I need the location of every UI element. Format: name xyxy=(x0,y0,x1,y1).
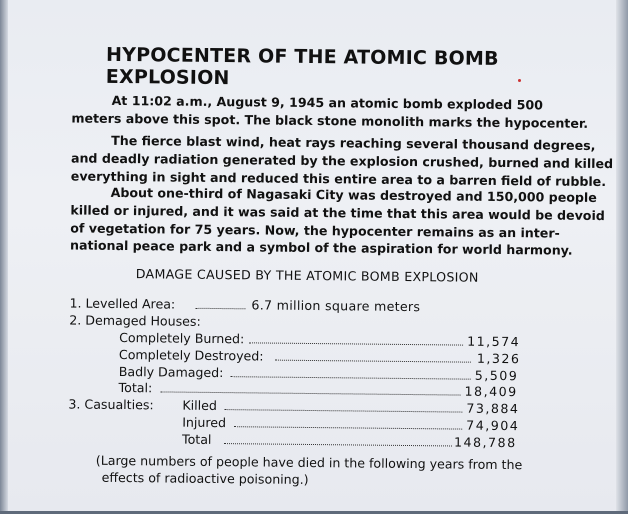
completely-burned-label: Completely Burned: xyxy=(119,329,245,347)
paragraph-line: national peace park and a symbol of the aspiration for world harmony. xyxy=(70,237,573,259)
dot-leader xyxy=(234,426,462,429)
dot-leader xyxy=(161,392,461,396)
paragraph-line: The fierce blast wind, heat rays reaching several thousand degrees, xyxy=(111,132,596,153)
levelled-area-label: 1. Levelled Area: xyxy=(69,295,176,312)
paragraph-intro xyxy=(71,91,589,132)
dot-leader xyxy=(224,409,462,412)
paragraph-line: killed or injured, and it was said at the time that this area would be devoid xyxy=(70,202,605,223)
sign-plate xyxy=(5,0,618,514)
footnote xyxy=(96,452,523,490)
levelled-area-value: 6.7 million square meters xyxy=(251,297,421,315)
casualties-total-row xyxy=(68,431,538,453)
dot-leader xyxy=(231,376,471,380)
damage-list xyxy=(68,295,540,452)
completely-destroyed-value: 1,326 xyxy=(476,350,521,366)
dot-leader xyxy=(275,359,471,362)
injured-value: 74,904 xyxy=(466,417,520,434)
paragraph-line: and deadly radiation generated by the explosion crushed, burned and killed xyxy=(70,150,614,171)
footnote-line: (Large numbers of people have died in the following years from the xyxy=(95,452,523,473)
paragraph-blast xyxy=(70,131,614,190)
houses-total-label: Total: xyxy=(118,380,153,396)
paragraph-nagasaki xyxy=(70,183,605,259)
completely-burned-value: 11,574 xyxy=(467,333,521,349)
casualties-total-label: Total xyxy=(181,431,212,448)
dot-leader xyxy=(249,342,463,345)
houses-label: 2. Demaged Houses: xyxy=(69,312,201,329)
damage-heading: DAMAGE CAUSED BY THE ATOMIC BOMB EXPLOSION xyxy=(135,266,479,285)
badly-damaged-value: 5,509 xyxy=(474,367,519,383)
sign-title: HYPOCENTER OF THE ATOMIC BOMB EXPLOSION xyxy=(105,43,499,90)
dot-leader xyxy=(195,308,245,310)
injured-label: Injured xyxy=(182,414,227,431)
paint-speck xyxy=(518,79,521,82)
killed-value: 73,884 xyxy=(466,400,520,417)
paragraph-line: At 11:02 a.m., August 9, 1945 an atomic bomb exploded 500 xyxy=(111,92,544,113)
paragraph-line: meters above this spot. The black stone monolith marks the hypocenter. xyxy=(71,110,589,131)
casualties-label: 3. Casualties: xyxy=(68,396,154,413)
paragraph-line: everything in sight and reduced this entire area to a barren field of rubble. xyxy=(70,168,607,189)
footnote-line: effects of radioactive poisoning.) xyxy=(101,469,309,487)
completely-destroyed-label: Completely Destroyed: xyxy=(118,346,264,364)
dot-leader xyxy=(224,443,452,446)
casualties-total-value: 148,788 xyxy=(453,434,517,451)
paragraph-line: of vegetation for 75 years. Now, the hypocenter remains as an inter- xyxy=(70,220,560,241)
paragraph-line: About one-third of Nagasaki City was destroyed and 150,000 people xyxy=(110,184,597,205)
badly-damaged-label: Badly Damaged: xyxy=(118,363,224,380)
killed-label: Killed xyxy=(182,397,217,414)
houses-total-value: 18,409 xyxy=(464,384,518,400)
